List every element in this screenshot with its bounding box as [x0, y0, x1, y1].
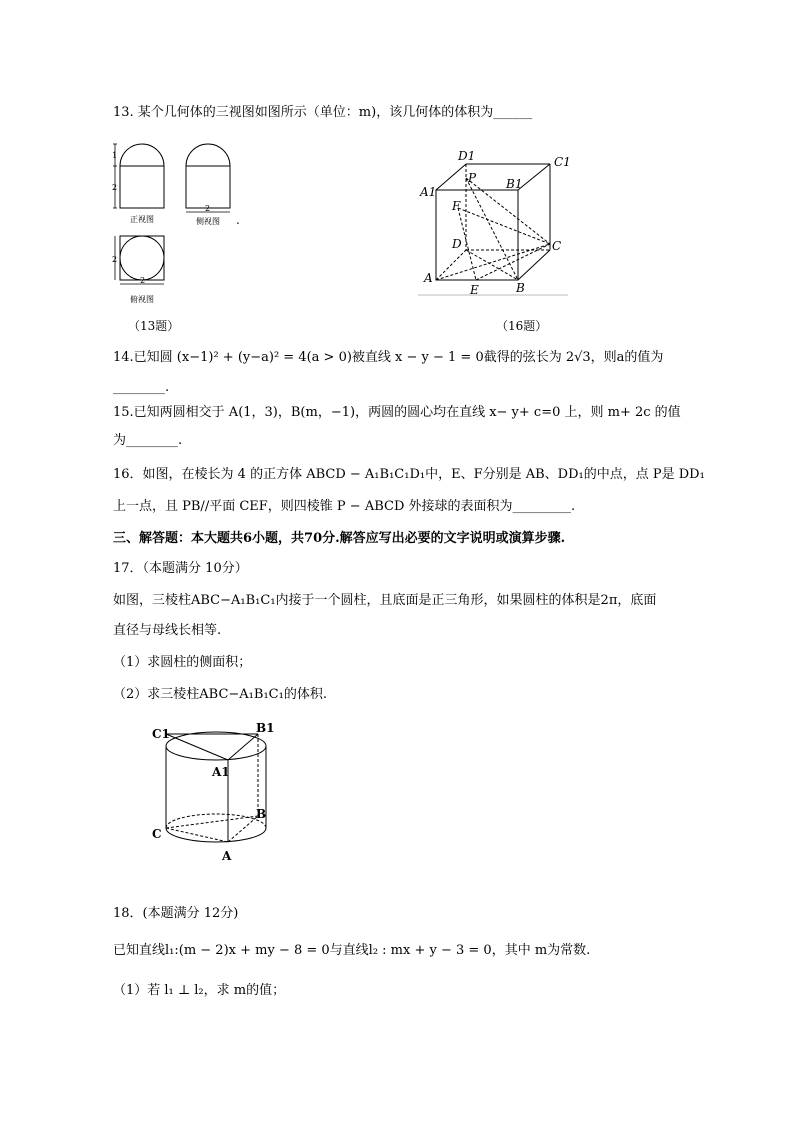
- cyl-label-c: C: [152, 827, 162, 841]
- front-view-shape: [120, 144, 164, 208]
- section-3-heading: 三、解答题：本大题共6小题，共70分.解答应写出必要的文字说明或演算步骤.: [113, 531, 566, 546]
- front-view-label: 正视图: [130, 215, 154, 224]
- cube-label-b: B: [516, 281, 525, 295]
- cyl-label-a1: A1: [212, 765, 230, 779]
- cube-figure: [418, 148, 578, 298]
- cyl-label-b: B: [256, 807, 267, 821]
- side-view-shape: [186, 144, 230, 208]
- dim-label-w: 2: [205, 204, 211, 213]
- cyl-label-a: A: [222, 849, 232, 863]
- cube-label-b1: B1: [506, 177, 523, 191]
- q18-part1: （1）若 l₁ ⊥ l₂，求 m的值；: [113, 983, 286, 998]
- cyl-label-b1: B1: [256, 721, 275, 735]
- dim-label-1: 1: [112, 151, 118, 160]
- dim-label-top-h: 2: [112, 255, 118, 264]
- cube-label-d: D: [452, 237, 462, 251]
- cube-label-d1: D1: [458, 149, 476, 163]
- top-view-label: 俯视图: [130, 295, 154, 304]
- cyl-label-c1: C1: [152, 727, 170, 741]
- dim-label-top-w: 2: [140, 276, 146, 285]
- figure-dot: .: [236, 213, 240, 227]
- cube-front-face: [436, 190, 518, 280]
- cube-label-e: E: [470, 283, 479, 297]
- q13-caption: （13题）: [128, 319, 180, 333]
- q17-part2: （2）求三棱柱ABC−A₁B₁C₁的体积.: [113, 687, 327, 702]
- q13-text: 13. 某个几何体的三视图如图所示（单位：m)，该几何体的体积为______: [113, 105, 533, 120]
- three-view-figure: [112, 132, 252, 308]
- cube-label-p: P: [468, 171, 477, 185]
- cube-label-c1: C1: [554, 155, 571, 169]
- q15-line2: 为________.: [113, 433, 183, 448]
- q17-part1: （1）求圆柱的侧面积；: [113, 655, 252, 670]
- cylinder-top-ellipse: [166, 732, 266, 760]
- cube-label-c: C: [552, 239, 562, 253]
- q14-line1: 14.已知圆 (x−1)² + (y−a)² = 4(a > 0)被直线 x − y − 1 = 0截得的弦长为 2√3，则a的值为: [113, 350, 664, 365]
- dim-label-2: 2: [112, 183, 118, 192]
- cube-label-f: F: [452, 199, 461, 213]
- q16-caption: （16题）: [496, 319, 548, 333]
- cube-label-a1: A1: [420, 185, 437, 199]
- q17-line1: 如图，三棱柱ABC−A₁B₁C₁内接于一个圆柱，且底面是正三角形，如果圆柱的体积是2π，底面: [113, 593, 657, 608]
- q15-line1: 15.已知两圆相交于 A(1，3)，B(m，−1)，两圆的圆心均在直线 x− y+ c=0 上，则 m+ 2c 的值: [113, 405, 681, 420]
- cylinder-figure: [148, 718, 278, 866]
- side-view-label: 侧视图: [196, 217, 220, 226]
- q16-line2: 上一点，且 PB//平面 CEF，则四棱锥 P − ABCD 外接球的表面积为_________.: [113, 499, 576, 514]
- q16-line1: 16．如图，在棱长为 4 的正方体 ABCD − A₁B₁C₁D₁中，E、F分别是 AB、DD₁的中点，点 P是 DD₁: [113, 467, 705, 482]
- q14-line2: ________.: [113, 380, 170, 395]
- q18-line1: 已知直线l₁:(m − 2)x + my − 8 = 0与直线l₂ : mx + y − 3 = 0，其中 m为常数.: [113, 943, 591, 958]
- cube-label-a: A: [424, 271, 433, 285]
- q17-title: 17．（本题满分 10分）: [113, 561, 248, 576]
- q17-line2: 直径与母线长相等.: [113, 623, 222, 638]
- q18-title: 18．(本题满分 12分): [113, 906, 239, 921]
